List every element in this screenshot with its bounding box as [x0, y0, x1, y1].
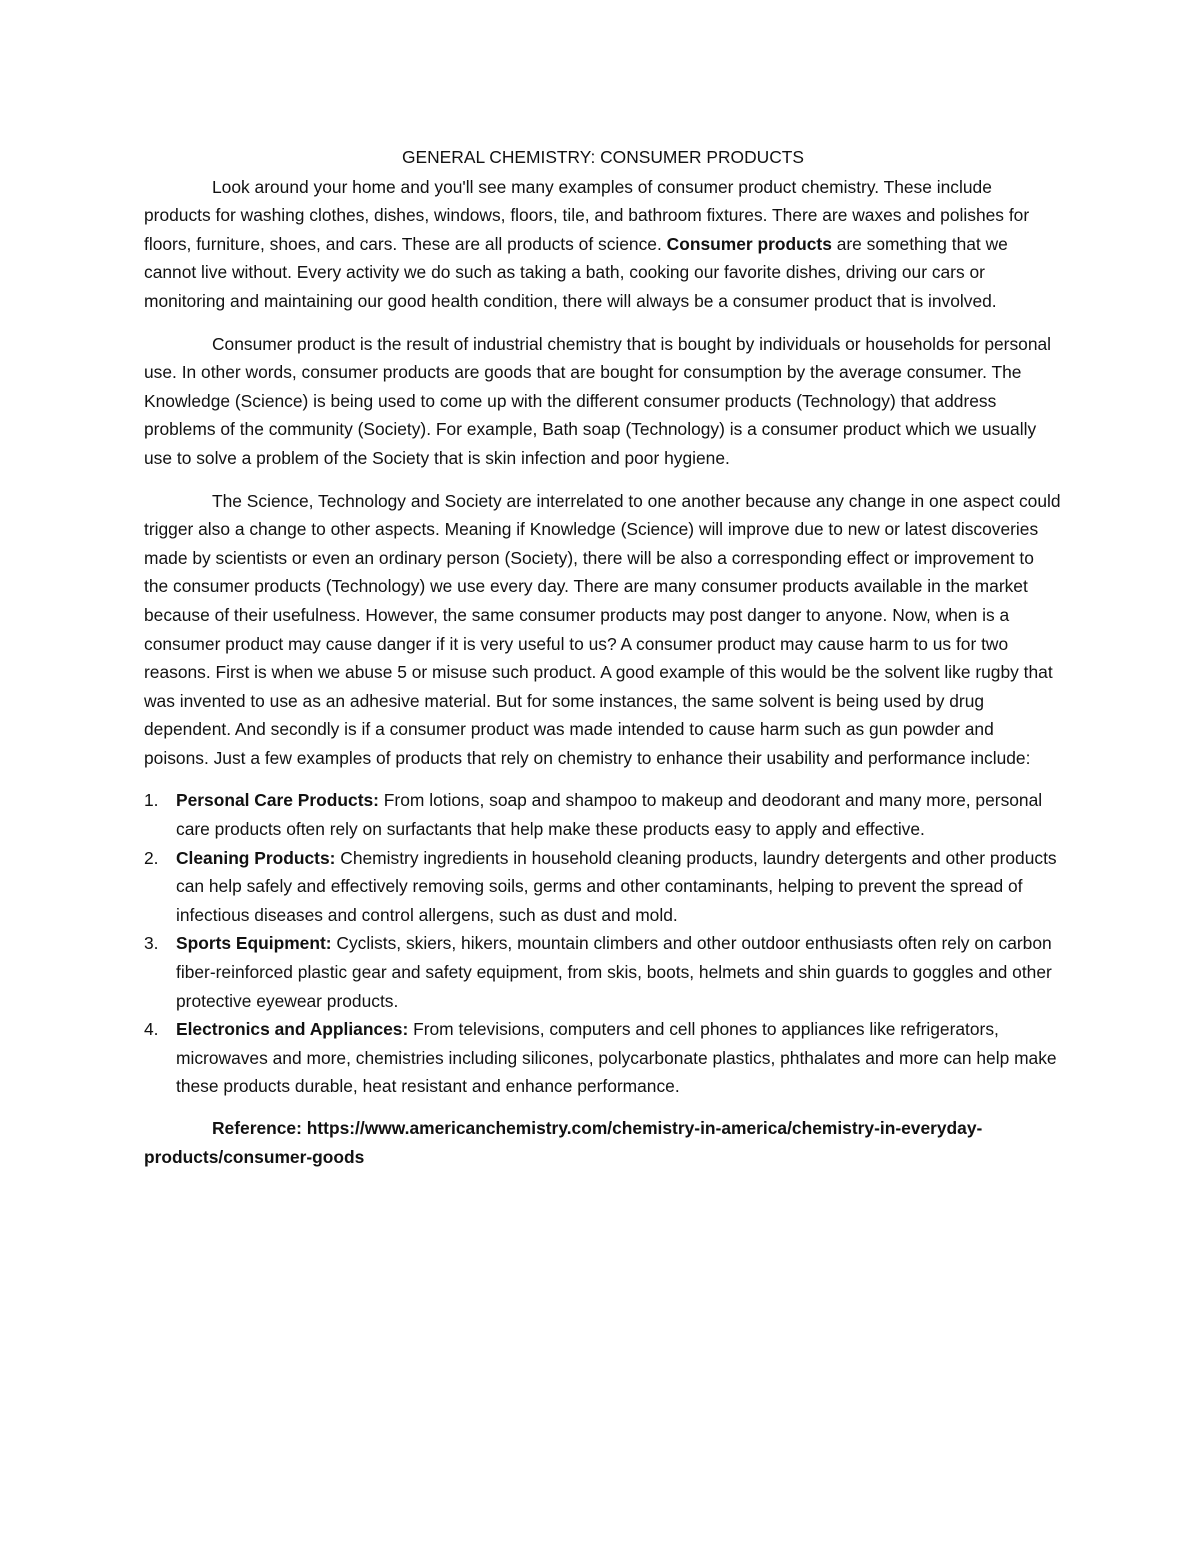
document-title: GENERAL CHEMISTRY: CONSUMER PRODUCTS — [402, 147, 804, 167]
paragraph-sts: The Science, Technology and Society are interrelated to one another because any change in one aspect could trigger also a change to other aspects. Meaning if Knowledge (Science) will improve due to new or latest discoveries made by scientists or even an ordinary person (Society), there will be also a corresponding effect or improvement to the consumer products (Technology) we use every day. There are many consumer products available in the market because of their usefulness. However, the same consumer products may post danger to anyone. Now, when is a consumer product may cause danger if it is very useful to us? A consumer product may cause harm to us for two reasons. First is when we abuse 5 or misuse such product. A good example of this would be the solvent like rugby that was invented to use as an adhesive material. But for some instances, the same solvent is being used by drug dependent. And secondly is if a consumer product was made intended to cause harm such as gun powder and poisons. Just a few examples of products that rely on chemistry to enhance their usability and performance include: — [144, 490, 1061, 768]
list-item — [144, 1015, 1062, 1101]
list-item — [144, 929, 1062, 1015]
list-item-heading: Cleaning Products: — [176, 847, 336, 868]
list-item-heading: Sports Equipment: — [176, 933, 332, 954]
list-item-number: 3. — [144, 933, 159, 954]
list-item-number: 1. — [144, 790, 159, 811]
list-item-number: 4. — [144, 1019, 159, 1040]
paragraph-definition: Consumer product is the result of industrial chemistry that is bought by individuals or households for personal use. In other words, consumer products are goods that are bought for consumption by the average consumer. The Knowledge (Science) is being used to come up with the different consumer products (Technology) that address problems of the community (Society). For example, Bath soap (Technology) is a consumer product which we usually use to solve a problem of the Society that is skin infection and poor hygiene. — [144, 333, 1052, 468]
list-item-text: From televisions, computers and cell phones to appliances like refrigerators, microwaves and more, chemistries including silicones, polycarbonate plastics, phthalates and more can help make these products durable, heat resistant and enhance performance. — [176, 1019, 1057, 1097]
list-item-text: Chemistry ingredients in household cleaning products, laundry detergents and other products can help safely and effectively removing soils, germs and other contaminants, helping to prevent the spread of infectious diseases and control allergens, such as dust and mold. — [176, 847, 1057, 925]
product-list — [144, 786, 1062, 1101]
reference-link[interactable]: https://www.americanchemistry.com/chemistry-in-america/chemistry-in-everyday-products/consumer-goods — [144, 1118, 983, 1167]
list-item — [144, 844, 1062, 930]
paragraph-intro-text-end: are something that we cannot live without. Every activity we do such as taking a bath, cooking our favorite dishes, driving our cars or monitoring and maintaining our good health condition, there will always be a consumer product that is involved. — [144, 233, 1008, 311]
document-content — [144, 143, 1062, 1171]
list-item — [144, 786, 1062, 843]
reference-label: Reference: — [212, 1118, 307, 1138]
paragraph-intro-text-start: Look around your home and you'll see many examples of consumer product chemistry. These include products for washing clothes, dishes, windows, floors, tile, and bathroom fixtures. There are waxes and polishes for floors, furniture, shoes, and cars. These are all products of science. — [144, 176, 1030, 254]
list-item-heading: Electronics and Appliances: — [176, 1019, 409, 1040]
list-item-text: Cyclists, skiers, hikers, mountain climbers and other outdoor enthusiasts often rely on carbon fiber-reinforced plastic gear and safety equipment, from skis, boots, helmets and shin guards to goggles and other protective eyewear products. — [176, 933, 1052, 1011]
paragraph-intro-bold-term: Consumer products — [666, 233, 832, 254]
reference — [144, 1114, 1062, 1171]
list-item-heading: Personal Care Products: — [176, 790, 379, 811]
paragraph-intro — [144, 173, 1062, 316]
list-item-number: 2. — [144, 847, 159, 868]
list-item-text: From lotions, soap and shampoo to makeup and deodorant and many more, personal care products often rely on surfactants that help make these products easy to apply and effective. — [176, 790, 1043, 840]
